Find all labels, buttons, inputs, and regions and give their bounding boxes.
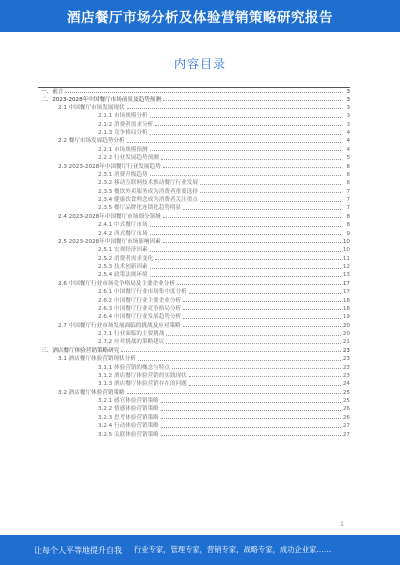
toc-entry[interactable] <box>38 238 350 246</box>
toc-entry[interactable] <box>38 389 350 397</box>
toc-leader-dots <box>127 108 341 109</box>
toc-entry-page: 4 <box>346 146 350 153</box>
toc-entry-title: 2.6.2 中国餐厅行业主要企业分析 <box>98 297 182 304</box>
toc-entry-page: 23 <box>342 372 350 379</box>
toc-entry-title: 2.1.2 消费者需求分析 <box>98 121 154 128</box>
toc-leader-dots <box>150 175 341 176</box>
toc-entry-page: 5 <box>346 155 350 162</box>
toc-leader-dots <box>150 234 341 235</box>
toc-entry-title: 三、酒店餐厅体验营销策略研究 <box>41 347 120 354</box>
toc-entry-title: 2.5.4 政策法规环境 <box>98 272 148 279</box>
toc-entry-page: 6 <box>346 163 350 170</box>
toc-entry-title: 2.1.3 竞争格局分析 <box>98 130 148 137</box>
toc-leader-dots <box>163 100 341 101</box>
report-header <box>0 0 400 32</box>
toc-entry-page: 26 <box>342 414 350 421</box>
toc-entry-title: 2.3.5 餐厅品牌化连锁化趋势明显 <box>98 205 182 212</box>
toc-entry-title: 2.4.2 西式餐厅市场 <box>98 230 148 237</box>
toc-leader-dots <box>150 134 341 135</box>
toc-entry[interactable] <box>38 196 350 204</box>
toc-leader-dots <box>161 418 341 419</box>
toc-leader-dots <box>150 150 341 151</box>
toc-entry-page: 23 <box>342 347 350 354</box>
toc-leader-dots <box>183 318 341 319</box>
toc-entry-page: 3 <box>346 88 350 95</box>
toc-entry-title: 2.7.2 应对挑战的策略建议 <box>98 339 165 346</box>
toc-leader-dots <box>150 251 341 252</box>
toc-entry-page: 23 <box>342 364 350 371</box>
toc-leader-dots <box>183 209 341 210</box>
toc-entry-page: 6 <box>346 171 350 178</box>
toc-leader-dots <box>138 360 341 361</box>
toc-leader-dots <box>161 435 341 436</box>
toc-entry-title: 2.6.3 中国餐厅行业竞争格局分析 <box>98 305 182 312</box>
toc-leader-dots <box>150 268 341 269</box>
toc-entry[interactable] <box>38 129 350 137</box>
toc-entry-title: 2.2.2 行业发展趋势预测 <box>98 155 159 162</box>
toc-entry[interactable] <box>38 162 350 170</box>
toc-leader-dots <box>200 184 341 185</box>
table-of-contents <box>38 87 350 439</box>
toc-leader-dots <box>161 427 341 428</box>
toc-entry-title: 一、前言 <box>41 88 64 95</box>
toc-entry-title: 2.4.1 中式餐厅市场 <box>98 222 148 229</box>
toc-entry-page: 7 <box>346 205 350 212</box>
toc-entry-page: 4 <box>346 130 350 137</box>
toc-entry-page: 3 <box>346 96 350 103</box>
toc-entry-page: 18 <box>342 305 350 312</box>
toc-entry-page: 7 <box>346 188 350 195</box>
toc-entry-page: 10 <box>342 238 350 245</box>
toc-entry-page: 12 <box>342 264 350 271</box>
toc-entry-page: 8 <box>346 213 350 220</box>
toc-entry-page: 21 <box>342 339 350 346</box>
toc-entry[interactable] <box>38 296 350 304</box>
toc-entry-title: 3.1.3 酒店餐厅体验营销存在的问题 <box>98 381 187 388</box>
toc-entry[interactable] <box>38 95 350 103</box>
toc-entry-title: 3.2.5 关联体验营销策略 <box>98 431 159 438</box>
footer-slogan: 让每个人平等地提升自我 <box>34 545 122 555</box>
toc-entry-page: 17 <box>342 289 350 296</box>
toc-entry-title: 2.3 2023-2028年中国餐厅行业发展趋势 <box>58 163 161 170</box>
toc-leader-dots <box>163 217 341 218</box>
toc-entry-page: 3 <box>346 113 350 120</box>
toc-leader-dots <box>121 351 341 352</box>
toc-entry-page: 27 <box>342 423 350 430</box>
report-title: 酒店餐厅市场分析及体验营销策略研究报告 <box>67 10 333 26</box>
toc-entry[interactable] <box>38 171 350 179</box>
footer-experts: 行业专家，管理专家，营销专家，战略专家，成功企业家…… <box>134 545 332 554</box>
toc-leader-dots <box>183 309 341 310</box>
toc-entry-page: 13 <box>342 272 350 279</box>
toc-entry-page: 8 <box>346 222 350 229</box>
toc-entry[interactable] <box>38 146 350 154</box>
toc-leader-dots <box>161 159 341 160</box>
toc-leader-dots <box>189 293 341 294</box>
toc-entry-title: 二、2023-2028年中国餐厅市场前景及趋势预测 <box>41 96 161 103</box>
toc-entry-title: 3.1.1 体验营销的概念与特点 <box>98 364 170 371</box>
toc-entry[interactable] <box>38 121 350 129</box>
toc-leader-dots <box>166 335 341 336</box>
toc-leader-dots <box>150 226 341 227</box>
toc-entry-title: 2.5 2023-2028年中国餐厅市场影响因素 <box>58 238 161 245</box>
toc-entry[interactable] <box>38 280 350 288</box>
toc-entry[interactable] <box>38 271 350 279</box>
toc-entry[interactable] <box>38 322 350 330</box>
toc-leader-dots <box>172 368 341 369</box>
toc-entry-title: 2.5.1 宏观经济因素 <box>98 247 148 254</box>
toc-entry-page: 27 <box>342 431 350 438</box>
toc-entry[interactable] <box>38 313 350 321</box>
toc-entry-title: 2.1.1 市场规模分析 <box>98 113 148 120</box>
toc-entry-title: 2.3.3 餐饮外卖服务成为消费者重要选择 <box>98 188 198 195</box>
toc-entry-title: 2.2.1 市场规模预测 <box>98 146 148 153</box>
footer-banner <box>0 535 400 565</box>
toc-entry-page: 24 <box>342 381 350 388</box>
toc-leader-dots <box>155 125 341 126</box>
toc-entry[interactable] <box>38 347 350 355</box>
toc-entry[interactable] <box>38 112 350 120</box>
toc-entry-page: 7 <box>346 197 350 204</box>
toc-leader-dots <box>150 276 341 277</box>
toc-entry-title: 2.4 2023-2028年中国餐厅市场细分领域 <box>58 213 161 220</box>
toc-leader-dots <box>183 301 341 302</box>
toc-entry[interactable] <box>38 422 350 430</box>
toc-entry-page: 20 <box>342 331 350 338</box>
toc-entry[interactable] <box>38 397 350 405</box>
toc-entry-page: 26 <box>342 406 350 413</box>
toc-entry-title: 3.1 酒店餐厅体验营销现状分析 <box>58 356 136 363</box>
toc-entry[interactable] <box>38 363 350 371</box>
toc-entry[interactable] <box>38 430 350 438</box>
toc-entry[interactable] <box>38 137 350 145</box>
toc-entry[interactable] <box>38 288 350 296</box>
toc-entry[interactable] <box>38 372 350 380</box>
toc-leader-dots <box>200 201 341 202</box>
toc-entry-page: 25 <box>342 389 350 396</box>
toc-entry[interactable] <box>38 338 350 346</box>
toc-entry-page: 11 <box>342 255 350 262</box>
toc-entry-page: 3 <box>346 121 350 128</box>
toc-entry[interactable] <box>38 213 350 221</box>
toc-entry-page: 19 <box>342 314 350 321</box>
toc-entry-page: 20 <box>342 322 350 329</box>
toc-leader-dots <box>189 385 341 386</box>
toc-entry-title: 3.1.2 酒店餐厅体验营销的实践现状 <box>98 372 187 379</box>
toc-entry-page: 10 <box>342 247 350 254</box>
toc-entry[interactable] <box>38 355 350 363</box>
toc-heading: 内容目录 <box>173 57 226 71</box>
toc-entry[interactable] <box>38 204 350 212</box>
toc-entry[interactable] <box>38 188 350 196</box>
toc-leader-dots <box>177 284 341 285</box>
toc-leader-dots <box>161 402 341 403</box>
toc-entry-page: 3 <box>346 104 350 111</box>
toc-leader-dots <box>189 376 341 377</box>
toc-entry-page: 17 <box>342 280 350 287</box>
toc-leader-dots <box>161 410 341 411</box>
toc-leader-dots <box>166 343 341 344</box>
toc-entry[interactable] <box>38 87 350 95</box>
toc-entry-title: 2.6.4 中国餐厅行业发展趋势分析 <box>98 314 182 321</box>
toc-leader-dots <box>163 242 341 243</box>
toc-leader-dots <box>127 393 341 394</box>
toc-entry[interactable] <box>38 330 350 338</box>
toc-entry-title: 2.3.2 移动互联网技术推动餐厅行业发展 <box>98 180 198 187</box>
toc-entry[interactable] <box>38 229 350 237</box>
toc-entry-title: 3.2.3 思考体验营销策略 <box>98 414 159 421</box>
toc-entry-title: 2.5.3 技术创新因素 <box>98 264 148 271</box>
toc-entry[interactable] <box>38 263 350 271</box>
toc-entry-page: 18 <box>342 297 350 304</box>
toc-entry[interactable] <box>38 246 350 254</box>
toc-entry-title: 3.2 酒店餐厅体验营销策略 <box>58 389 125 396</box>
toc-leader-dots <box>183 326 341 327</box>
toc-entry[interactable] <box>38 414 350 422</box>
toc-entry-title: 2.7.1 行业面临的主要挑战 <box>98 331 165 338</box>
toc-entry-title: 2.1 中国餐厅市场发展现状 <box>58 104 125 111</box>
toc-entry-page: 6 <box>346 180 350 187</box>
toc-entry-title: 2.6.1 中国餐厅行业市场集中度分析 <box>98 289 187 296</box>
toc-entry[interactable] <box>38 104 350 112</box>
toc-entry-page: 23 <box>342 356 350 363</box>
toc-entry-title: 3.2.1 感官体验营销策略 <box>98 398 159 405</box>
page-number: 1 <box>340 521 344 528</box>
toc-entry[interactable] <box>38 380 350 388</box>
toc-entry-title: 2.7 中国餐厅行业市场发展面临的挑战及应对策略 <box>58 322 181 329</box>
toc-leader-dots <box>200 192 341 193</box>
toc-entry-page: 25 <box>342 398 350 405</box>
toc-leader-dots <box>65 92 341 93</box>
toc-entry-title: 2.3.1 消费升级趋势 <box>98 171 148 178</box>
toc-entry-title: 2.5.2 消费者需求变化 <box>98 255 154 262</box>
toc-entry-page: 4 <box>346 138 350 145</box>
toc-entry[interactable] <box>38 255 350 263</box>
toc-leader-dots <box>150 117 341 118</box>
toc-leader-dots <box>127 142 341 143</box>
toc-leader-dots <box>163 167 341 168</box>
toc-entry-page: 9 <box>346 230 350 237</box>
toc-entry[interactable] <box>38 179 350 187</box>
toc-leader-dots <box>155 259 341 260</box>
toc-entry-title: 2.6 中国餐厅行业市场竞争格局及主要企业分析 <box>58 280 175 287</box>
toc-entry[interactable] <box>38 221 350 229</box>
toc-entry[interactable] <box>38 305 350 313</box>
toc-entry-title: 3.2.2 情感体验营销策略 <box>98 406 159 413</box>
toc-entry-title: 3.2.4 行动体验营销策略 <box>98 423 159 430</box>
toc-entry-title: 2.3.4 健康饮食理念成为消费者关注重点 <box>98 197 198 204</box>
toc-entry-title: 2.2 餐厅市场发展趋势分析 <box>58 138 125 145</box>
toc-entry[interactable] <box>38 405 350 413</box>
toc-entry[interactable] <box>38 154 350 162</box>
